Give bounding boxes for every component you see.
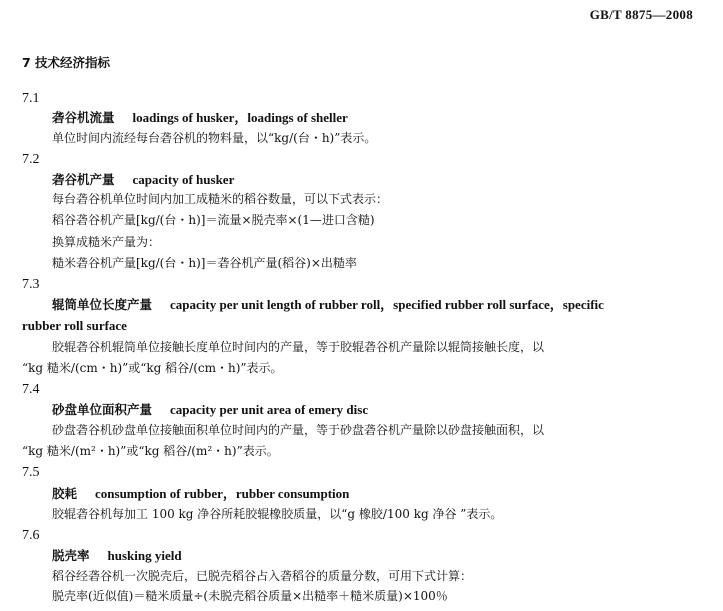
term-chinese: 胶耗: [52, 486, 78, 501]
clause-number: 7.4: [22, 382, 40, 397]
term-chinese: 脱壳率: [52, 548, 90, 563]
term-english-continued: rubber roll surface: [22, 318, 127, 333]
formula-line: 稻谷砻谷机产量[kg/(台・h)]＝流量×脱壳率×(1—进口含糙): [52, 213, 375, 227]
term-heading: [52, 111, 348, 125]
term-heading: [52, 298, 604, 312]
definition-line: 稻谷经砻谷机一次脱壳后，已脱壳稻谷占入砻稻谷的质量分数，可用下式计算：: [52, 569, 473, 583]
clause-number: 7.5: [22, 465, 40, 480]
term-chinese: 辊筒单位长度产量: [52, 297, 153, 312]
term-chinese: 砻谷机产量: [52, 172, 115, 187]
term-english: capacity per unit area of emery disc: [170, 402, 369, 417]
term-english: consumption of rubber，rubber consumption: [95, 486, 350, 501]
definition-line: 换算成糙米产量为：: [52, 235, 161, 249]
definition-line: “kg 糙米/(m²・h)”或“kg 稻谷/(m²・h)”表示。: [22, 444, 279, 458]
term-heading: [52, 403, 368, 417]
clause-number: 7.6: [22, 528, 40, 543]
term-english: loadings of husker，loadings of sheller: [132, 110, 348, 125]
term-english: capacity per unit length of rubber roll，specified rubber roll surface，specific: [170, 297, 604, 312]
clause-number: 7.1: [22, 91, 40, 106]
term-chinese: 砂盘单位面积产量: [52, 402, 153, 417]
formula-line: 脱壳率(近似值)＝糙米质量÷(未脱壳稻谷质量×出糙率＋糙米质量)×100％: [52, 589, 448, 603]
term-heading: [52, 487, 349, 501]
formula-line: 糙米砻谷机产量[kg/(台・h)]＝砻谷机产量(稻谷)×出糙率: [52, 256, 357, 270]
definition-line: 胶辊砻谷机辊筒单位接触长度单位时间内的产量，等于胶辊砻谷机产量除以辊筒接触长度，以: [52, 340, 545, 354]
definition-line: 单位时间内流经每台砻谷机的物料量，以“kg/(台・h)”表示。: [52, 131, 377, 145]
term-english: husking yield: [107, 548, 182, 563]
definition-line: 胶辊砻谷机每加工 100 kg 净谷所耗胶辊橡胶质量，以“g 橡胶/100 kg 净谷 ”表示。: [52, 507, 503, 521]
standard-number: GB/T 8875—2008: [589, 7, 693, 22]
term-chinese: 砻谷机流量: [52, 110, 115, 125]
definition-line: 砂盘砻谷机砂盘单位接触面积单位时间内的产量，等于砂盘砻谷机产量除以砂盘接触面积，以: [52, 423, 545, 437]
definition-line: 每台砻谷机单位时间内加工成糙米的稻谷数量，可以下式表示：: [52, 192, 389, 206]
definition-line: “kg 糙米/(cm・h)”或“kg 稻谷/(cm・h)”表示。: [22, 361, 283, 375]
term-heading: [52, 173, 234, 187]
term-heading: [52, 549, 182, 563]
section-heading: 7 技术经济指标: [22, 55, 111, 70]
clause-number: 7.2: [22, 152, 40, 167]
clause-number: 7.3: [22, 277, 40, 292]
term-english: capacity of husker: [132, 172, 235, 187]
